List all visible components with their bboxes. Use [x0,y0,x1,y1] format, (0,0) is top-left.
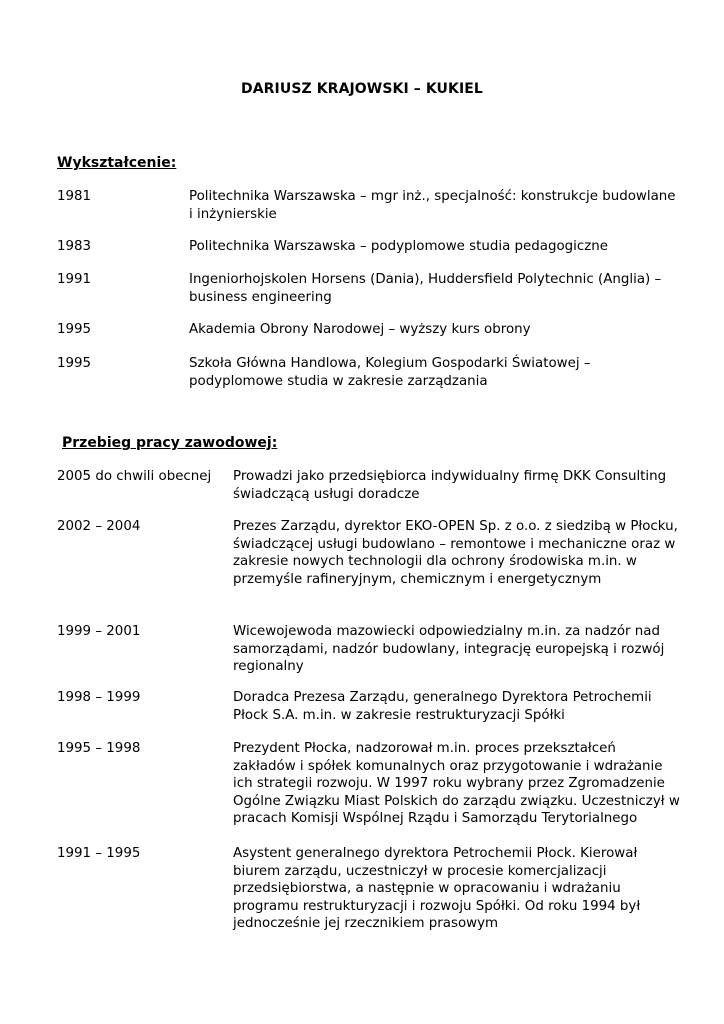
work-text: Wicewojewoda mazowiecki odpowiedzialny m.in. za nadzór nad samorządami, nadzór budowlany, integrację europejską i rozwój regionalny [233,624,665,674]
education-entry [57,321,677,339]
education-text: Akademia Obrony Narodowej – wyższy kurs obrony [189,322,531,337]
work-period: 2005 do chwili obecnej [57,469,212,484]
education-year: 1995 [57,356,92,371]
work-entry [57,845,681,935]
work-period: 2002 – 2004 [57,519,141,534]
education-year: 1995 [57,322,92,337]
work-text: Prezydent Płocka, nadzorował m.in. proces przekształceń zakładów i spółek komunalnych oraz przygotowanie i wdrażanie ich strategii rozwoju. W 1997 roku wybrany przez Zgromadzenie Ogólne Związku Miast Polskich do zarządu związku. Uczestniczył w pracach Komisji Wspólnej Rządu i Samorządu Terytorialnego [233,741,680,826]
work-heading: Przebieg pracy zawodowej: [62,435,278,451]
education-entry [57,238,677,256]
work-text: Doradca Prezesa Zarządu, generalnego Dyrektora Petrochemii Płock S.A. m.in. w zakresie restrukturyzacji Spółki [233,690,652,723]
work-text: Prezes Zarządu, dyrektor EKO-OPEN Sp. z o.o. z siedzibą w Płocku, świadczącej usługi budowlano – remontowe i mechaniczne oraz w zakresie nowych technologii dla ochrony środowiska m.in. w przemyśle rafineryjnym, chemicznym i energetycznym [233,519,678,587]
work-text: Prowadzi jako przedsiębiorca indywidualny firmę DKK Consulting świadczącą usługi doradcze [233,469,667,502]
work-entry [57,518,681,608]
education-text: Szkoła Główna Handlowa, Kolegium Gospodarki Światowej – podyplomowe studia w zakresie zarządzania [189,356,591,389]
work-entry [57,468,681,504]
work-period: 1998 – 1999 [57,690,141,705]
education-heading: Wykształcenie: [57,155,177,171]
education-entry [57,271,677,307]
work-entry [57,740,681,830]
work-entry [57,623,681,677]
education-text: Politechnika Warszawska – podyplomowe studia pedagogiczne [189,239,609,254]
education-text: Politechnika Warszawska – mgr inż., specjalność: konstrukcje budowlane i inżynierskie [189,189,676,222]
education-year: 1983 [57,239,92,254]
work-period: 1995 – 1998 [57,741,141,756]
document-title: DARIUSZ KRAJOWSKI – KUKIEL [241,81,483,97]
education-text: Ingeniorhojskolen Horsens (Dania), Huddersfield Polytechnic (Anglia) – business engineering [189,272,662,305]
education-year: 1991 [57,272,92,287]
education-year: 1981 [57,189,92,204]
work-entry [57,689,681,725]
education-entry [57,355,677,391]
work-period: 1999 – 2001 [57,624,141,639]
work-period: 1991 – 1995 [57,846,141,861]
work-text: Asystent generalnego dyrektora Petrochemii Płock. Kierował biurem zarządu, uczestniczył w procesie komercjalizacji przedsiębiorstwa, a następnie w opracowaniu i wdrażaniu programu restrukturyzacji i rozwoju Spółki. Od roku 1994 był jednocześnie jej rzecznikiem prasowym [233,846,641,931]
education-entry [57,188,677,224]
